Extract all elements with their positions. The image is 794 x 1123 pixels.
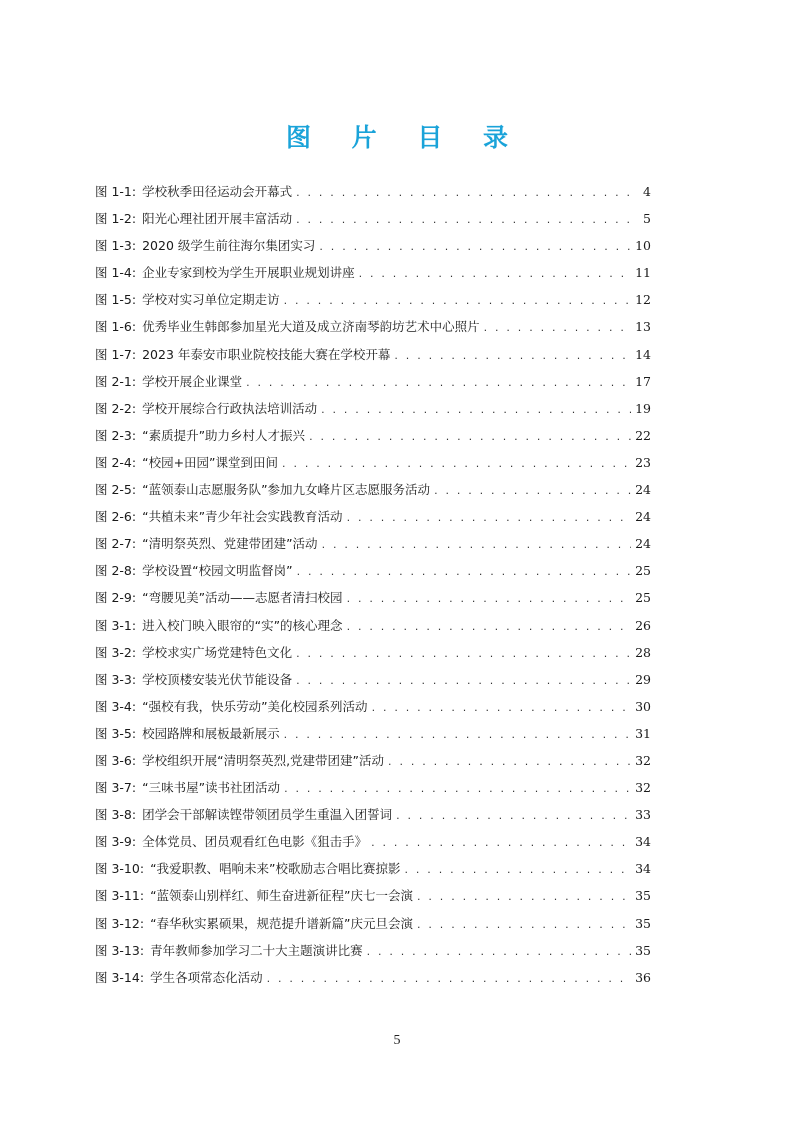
figure-caption: 进入校门映入眼帘的“实”的核心理念	[142, 617, 343, 633]
figure-caption: “共植未来”青少年社会实践教育活动	[142, 509, 343, 525]
figure-caption: “蓝领泰山志愿服务队”参加九女峰片区志愿服务活动	[142, 482, 431, 498]
toc-entry[interactable]	[95, 774, 651, 801]
figure-page-number: 31	[635, 725, 651, 741]
figure-caption: “校园+田园”课堂到田间	[142, 454, 279, 470]
figure-number: 图 3-7:	[95, 780, 137, 796]
figure-number: 图 1-2:	[95, 211, 137, 227]
figure-page-number: 35	[635, 888, 651, 904]
dot-leader	[246, 369, 631, 396]
figure-page-number: 19	[635, 400, 651, 416]
dot-leader	[434, 477, 631, 504]
toc-entry[interactable]	[95, 584, 651, 611]
toc-entry[interactable]	[95, 910, 651, 937]
figure-page-number: 33	[635, 807, 651, 823]
figure-caption: “我爱职教、唱响未来”校歌励志合唱比赛掠影	[150, 861, 401, 877]
figure-page-number: 35	[635, 942, 651, 958]
toc-entry[interactable]	[95, 341, 651, 368]
toc-entry[interactable]	[95, 720, 651, 747]
figure-number: 图 2-6:	[95, 509, 137, 525]
figure-number: 图 2-2:	[95, 400, 137, 416]
figure-number: 图 3-2:	[95, 644, 137, 660]
dot-leader	[417, 911, 631, 938]
figure-caption: 2023 年泰安市职业院校技能大赛在学校开幕	[142, 346, 391, 362]
figure-number: 图 1-5:	[95, 292, 137, 308]
figure-number: 图 2-8:	[95, 563, 137, 579]
figure-number: 图 3-12:	[95, 915, 145, 931]
figure-page-number: 5	[643, 211, 651, 227]
toc-entry[interactable]	[95, 205, 651, 232]
figure-list	[95, 178, 651, 991]
toc-entry[interactable]	[95, 395, 651, 422]
figure-caption: “春华秋实累硕果，规范提升谱新篇”庆元旦会演	[150, 915, 414, 931]
figure-number: 图 1-3:	[95, 238, 137, 254]
toc-entry[interactable]	[95, 855, 651, 882]
dot-leader	[396, 802, 631, 829]
figure-number: 图 3-1:	[95, 617, 137, 633]
dot-leader	[267, 965, 632, 992]
toc-entry[interactable]	[95, 557, 651, 584]
figure-number: 图 1-4:	[95, 265, 137, 281]
dot-leader	[319, 233, 631, 260]
figure-page-number: 17	[635, 373, 651, 389]
figure-caption: 2020 级学生前往海尔集团实习	[142, 238, 316, 254]
figure-caption: 学校秋季田径运动会开幕式	[142, 184, 293, 199]
toc-entry[interactable]	[95, 964, 651, 991]
figure-page-number: 25	[635, 563, 651, 579]
dot-leader	[347, 504, 632, 531]
figure-page-number: 34	[635, 834, 651, 850]
toc-entry[interactable]	[95, 476, 651, 503]
figure-number: 图 3-8:	[95, 807, 137, 823]
figure-number: 图 2-5:	[95, 482, 137, 498]
figure-caption: “三味书屋”读书社团活动	[142, 780, 281, 796]
dot-leader	[405, 856, 632, 883]
dot-leader	[284, 287, 631, 314]
figure-number: 图 3-9:	[95, 834, 137, 850]
toc-entry[interactable]	[95, 503, 651, 530]
dot-leader	[297, 558, 632, 585]
figure-number: 图 1-1:	[95, 184, 137, 199]
figure-page-number: 30	[635, 698, 651, 714]
figure-page-number: 29	[635, 671, 651, 687]
dot-leader	[417, 883, 631, 910]
figure-page-number: 34	[635, 861, 651, 877]
figure-number: 图 3-11:	[95, 888, 145, 904]
dot-leader	[367, 938, 632, 965]
dot-leader	[284, 721, 631, 748]
dot-leader	[309, 423, 631, 450]
figure-caption: 全体党员、团员观看红色电影《狙击手》	[142, 834, 368, 850]
figure-number: 图 2-4:	[95, 454, 137, 470]
toc-entry[interactable]	[95, 937, 651, 964]
figure-page-number: 23	[635, 454, 651, 470]
toc-entry[interactable]	[95, 178, 651, 205]
figure-page-number: 25	[635, 590, 651, 606]
dot-leader	[372, 694, 632, 721]
figure-page-number: 36	[635, 969, 651, 985]
toc-entry[interactable]	[95, 368, 651, 395]
figure-page-number: 28	[635, 644, 651, 660]
toc-entry[interactable]	[95, 612, 651, 639]
figure-caption: 学校设置“校园文明监督岗”	[142, 563, 293, 579]
figure-page-number: 24	[635, 509, 651, 525]
figure-caption: 阳光心理社团开展丰富活动	[142, 211, 293, 227]
figure-number: 图 2-9:	[95, 590, 137, 606]
dot-leader	[296, 640, 631, 667]
dot-leader	[322, 531, 632, 558]
page-number: 5	[393, 1033, 401, 1048]
figure-number: 图 3-3:	[95, 671, 137, 687]
figure-page-number: 26	[635, 617, 651, 633]
toc-entry[interactable]	[95, 747, 651, 774]
figure-number: 图 2-7:	[95, 536, 137, 552]
page-title: 图 片 目 录	[285, 123, 525, 152]
figure-caption: 青年教师参加学习二十大主题演讲比赛	[150, 942, 363, 958]
toc-entry[interactable]	[95, 882, 651, 909]
dot-leader	[388, 748, 631, 775]
figure-page-number: 14	[635, 346, 651, 362]
toc-entry[interactable]	[95, 232, 651, 259]
dot-leader	[282, 450, 631, 477]
dot-leader	[394, 342, 631, 369]
figure-caption: 企业专家到校为学生开展职业规划讲座	[142, 265, 355, 281]
toc-entry[interactable]	[95, 422, 651, 449]
dot-leader	[347, 613, 632, 640]
toc-entry[interactable]	[95, 313, 651, 340]
figure-number: 图 1-6:	[95, 319, 137, 335]
figure-page-number: 35	[635, 915, 651, 931]
toc-entry[interactable]	[95, 639, 651, 666]
figure-page-number: 24	[635, 536, 651, 552]
figure-caption: “素质提升”助力乡村人才振兴	[142, 427, 306, 443]
figure-caption: “清明祭英烈、党建带团建”活动	[142, 536, 318, 552]
figure-page-number: 32	[635, 752, 651, 768]
figure-caption: “弯腰见美”活动——志愿者清扫校园	[142, 590, 343, 606]
figure-page-number: 32	[635, 780, 651, 796]
toc-entry[interactable]	[95, 530, 651, 557]
figure-caption: “蓝领泰山别样红、师生奋进新征程”庆七一会演	[150, 888, 414, 904]
dot-leader	[296, 667, 631, 694]
figure-caption: “强校有我，快乐劳动”美化校园系列活动	[142, 698, 368, 714]
figure-page-number: 12	[635, 292, 651, 308]
dot-leader	[296, 179, 633, 206]
figure-page-number: 4	[643, 184, 651, 199]
dot-leader	[347, 585, 632, 612]
figure-caption: 学校对实习单位定期走访	[142, 292, 280, 308]
figure-number: 图 2-1:	[95, 373, 137, 389]
figure-caption: 学校顶楼安装光伏节能设备	[142, 671, 293, 687]
figure-number: 图 2-3:	[95, 427, 137, 443]
toc-entry[interactable]	[95, 449, 651, 476]
figure-page-number: 10	[635, 238, 651, 254]
figure-number: 图 3-5:	[95, 725, 137, 741]
figure-caption: 学校开展综合行政执法培训活动	[142, 400, 318, 416]
dot-leader	[321, 396, 631, 423]
figure-page-number: 22	[635, 427, 651, 443]
figure-page-number: 11	[635, 265, 651, 281]
figure-caption: 学生各项常态化活动	[150, 969, 263, 985]
figure-caption: 校园路牌和展板最新展示	[142, 725, 280, 741]
figure-page-number: 13	[635, 319, 651, 335]
figure-caption: 优秀毕业生韩郎参加星光大道及成立济南琴韵坊艺术中心照片	[142, 319, 480, 335]
dot-leader	[296, 206, 633, 233]
dot-leader	[359, 260, 631, 287]
figure-caption: 团学会干部解读铿带领团员学生重温入团誓词	[142, 807, 393, 823]
figure-number: 图 3-13:	[95, 942, 145, 958]
figure-number: 图 3-10:	[95, 861, 145, 877]
figure-number: 图 3-14:	[95, 969, 145, 985]
dot-leader	[371, 829, 631, 856]
figure-number: 图 3-4:	[95, 698, 137, 714]
dot-leader	[484, 314, 631, 341]
toc-entry[interactable]	[95, 259, 651, 286]
toc-entry[interactable]	[95, 666, 651, 693]
figure-number: 图 1-7:	[95, 346, 137, 362]
toc-entry[interactable]	[95, 286, 651, 313]
figure-caption: 学校求实广场党建特色文化	[142, 644, 293, 660]
figure-page-number: 24	[635, 482, 651, 498]
toc-entry[interactable]	[95, 828, 651, 855]
toc-entry[interactable]	[95, 693, 651, 720]
figure-number: 图 3-6:	[95, 752, 137, 768]
dot-leader	[284, 775, 631, 802]
toc-entry[interactable]	[95, 801, 651, 828]
figure-caption: 学校组织开展“清明祭英烈,党建带团建”活动	[142, 752, 385, 768]
figure-caption: 学校开展企业课堂	[142, 373, 243, 389]
